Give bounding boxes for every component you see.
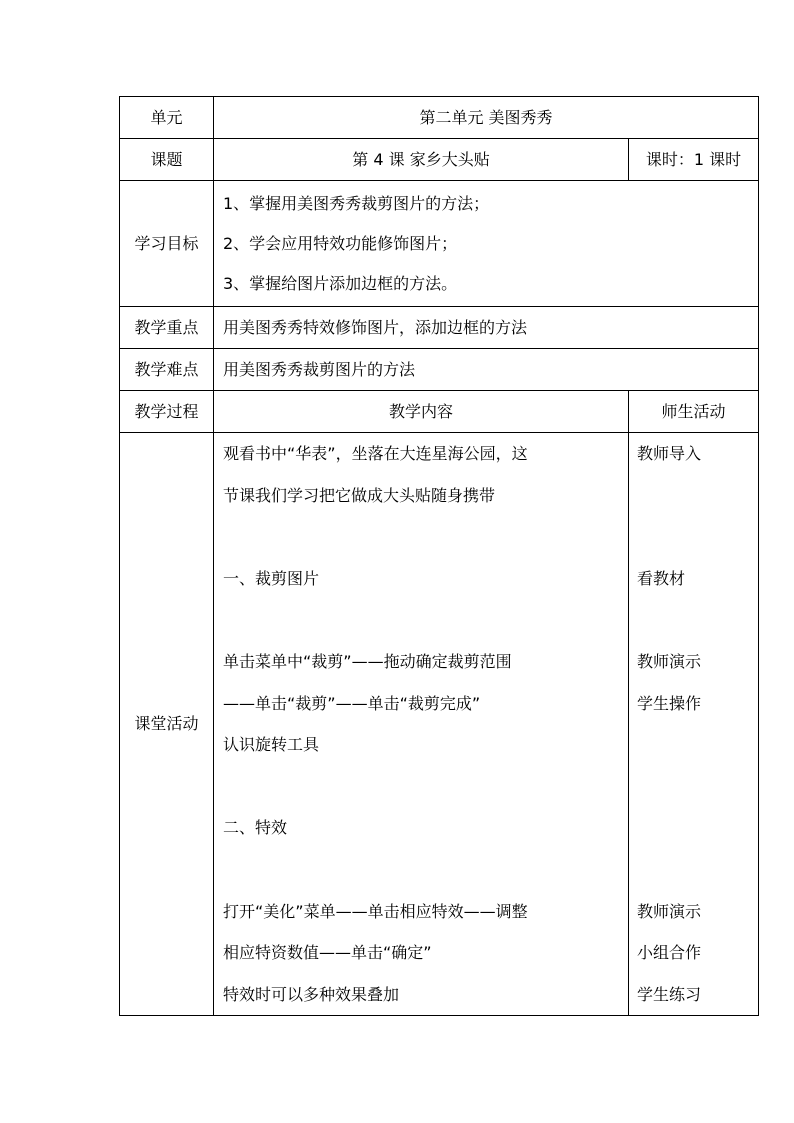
topic-value: 第 4 课 家乡大头贴 [214, 139, 629, 181]
activity-line: 教师演示 [637, 652, 702, 671]
content-line: 节课我们学习把它做成大头贴随身携带 [223, 486, 496, 505]
goals-label: 学习目标 [120, 181, 214, 307]
content-line: ——单击“裁剪”——单击“裁剪完成” [223, 694, 481, 713]
activity-line: 看教材 [637, 569, 686, 588]
unit-label: 单元 [120, 97, 214, 139]
content-header: 教学内容 [214, 391, 629, 433]
difficulty-row [120, 349, 759, 391]
content-line: 观看书中“华表”，坐落在大连星海公园，这 [223, 444, 528, 463]
activity-line: 教师导入 [637, 444, 702, 463]
goal-item: 2、学会应用特效功能修饰图片； [223, 234, 458, 253]
lesson-plan-table [119, 96, 759, 1016]
goals-row [120, 181, 759, 307]
classroom-activity [629, 433, 759, 1016]
classroom-content [214, 433, 629, 1016]
content-line: 一、裁剪图片 [223, 569, 320, 588]
topic-label: 课题 [120, 139, 214, 181]
activity-line: 教师演示 [637, 902, 702, 921]
content-line: 特效时可以多种效果叠加 [223, 985, 400, 1004]
process-label: 教学过程 [120, 391, 214, 433]
content-line: 打开“美化”菜单——单击相应特效——调整 [223, 902, 528, 921]
content-line: 相应特资数值——单击“确定” [223, 943, 432, 962]
difficulty-label: 教学难点 [120, 349, 214, 391]
unit-value: 第二单元 美图秀秀 [214, 97, 759, 139]
difficulty-value: 用美图秀秀裁剪图片的方法 [214, 349, 759, 391]
activity-line: 小组合作 [637, 943, 702, 962]
topic-row [120, 139, 759, 181]
lesson-hours: 课时：1 课时 [629, 139, 759, 181]
activity-line: 学生练习 [637, 985, 702, 1004]
goal-item: 1、掌握用美图秀秀裁剪图片的方法； [223, 194, 490, 213]
goals-list [214, 181, 759, 307]
process-header-row [120, 391, 759, 433]
content-line: 二、特效 [223, 818, 288, 837]
goal-item: 3、掌握给图片添加边框的方法。 [223, 274, 458, 293]
key-point-row [120, 307, 759, 349]
unit-row [120, 97, 759, 139]
content-line: 单击菜单中“裁剪”——拖动确定裁剪范围 [223, 652, 512, 671]
activity-header: 师生活动 [629, 391, 759, 433]
content-line: 认识旋转工具 [223, 735, 320, 754]
classroom-label: 课堂活动 [120, 433, 214, 1016]
activity-line: 学生操作 [637, 694, 702, 713]
classroom-row [120, 433, 759, 1016]
key-point-value: 用美图秀秀特效修饰图片，添加边框的方法 [214, 307, 759, 349]
key-point-label: 教学重点 [120, 307, 214, 349]
